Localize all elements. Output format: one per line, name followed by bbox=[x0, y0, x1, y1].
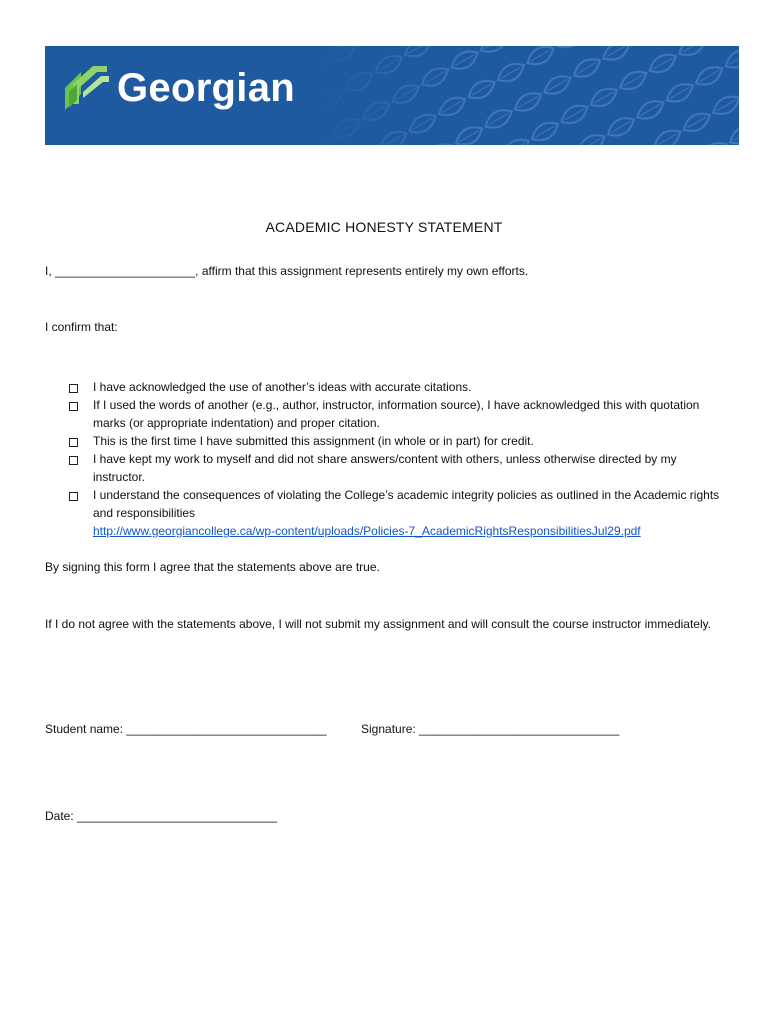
checklist-item-text: I have acknowledged the use of another’s ideas with accurate citations. bbox=[93, 380, 472, 394]
checklist-item bbox=[66, 396, 731, 432]
confirmation-checklist bbox=[66, 378, 731, 540]
checklist-item bbox=[66, 450, 731, 486]
date-field[interactable]: Date: ______________________________ bbox=[45, 809, 278, 823]
checklist-item-text: I have kept my work to myself and did not share answers/content with others, unless otherwise directed by my instructor. bbox=[93, 452, 677, 484]
georgian-leaf-icon bbox=[63, 64, 111, 112]
checkbox[interactable] bbox=[69, 492, 78, 501]
checkbox[interactable] bbox=[69, 438, 78, 447]
checkbox[interactable] bbox=[69, 402, 78, 411]
checkbox[interactable] bbox=[69, 456, 78, 465]
checklist-item-text: I understand the consequences of violating the College’s academic integrity policies as outlined in the Academic rights and responsibilities bbox=[93, 488, 720, 520]
checkbox[interactable] bbox=[69, 384, 78, 393]
checklist-item bbox=[66, 378, 731, 396]
logo-wordmark: Georgian bbox=[117, 65, 295, 110]
document-title: ACADEMIC HONESTY STATEMENT bbox=[265, 219, 503, 235]
disagree-statement: If I do not agree with the statements above, I will not submit my assignment and will consult the course instructor immediately. bbox=[45, 617, 712, 631]
signature-field[interactable]: Signature: ______________________________ bbox=[361, 722, 620, 736]
georgian-logo bbox=[63, 64, 295, 112]
checklist-item bbox=[66, 432, 731, 450]
header-banner bbox=[45, 46, 739, 145]
checklist-item-text: This is the first time I have submitted this assignment (in whole or in part) for credit. bbox=[93, 434, 534, 448]
student-name-field[interactable]: Student name: ______________________________ bbox=[45, 722, 327, 736]
signing-statement: By signing this form I agree that the statements above are true. bbox=[45, 560, 380, 574]
banner-leaf-pattern bbox=[319, 46, 739, 145]
confirm-intro: I confirm that: bbox=[45, 320, 118, 334]
checklist-item bbox=[66, 486, 731, 540]
checklist-item-text: If I used the words of another (e.g., author, instructor, information source), I have acknowledged this with quotation marks (or appropriate indentation) and proper citation. bbox=[93, 398, 700, 430]
policy-link[interactable]: http://www.georgiancollege.ca/wp-content/uploads/Policies-7_AcademicRightsResponsibilitiesJul29.pdf bbox=[93, 524, 641, 538]
checklist-item-body bbox=[93, 486, 731, 540]
affirm-statement: I, _____________________, affirm that this assignment represents entirely my own efforts. bbox=[45, 264, 529, 278]
